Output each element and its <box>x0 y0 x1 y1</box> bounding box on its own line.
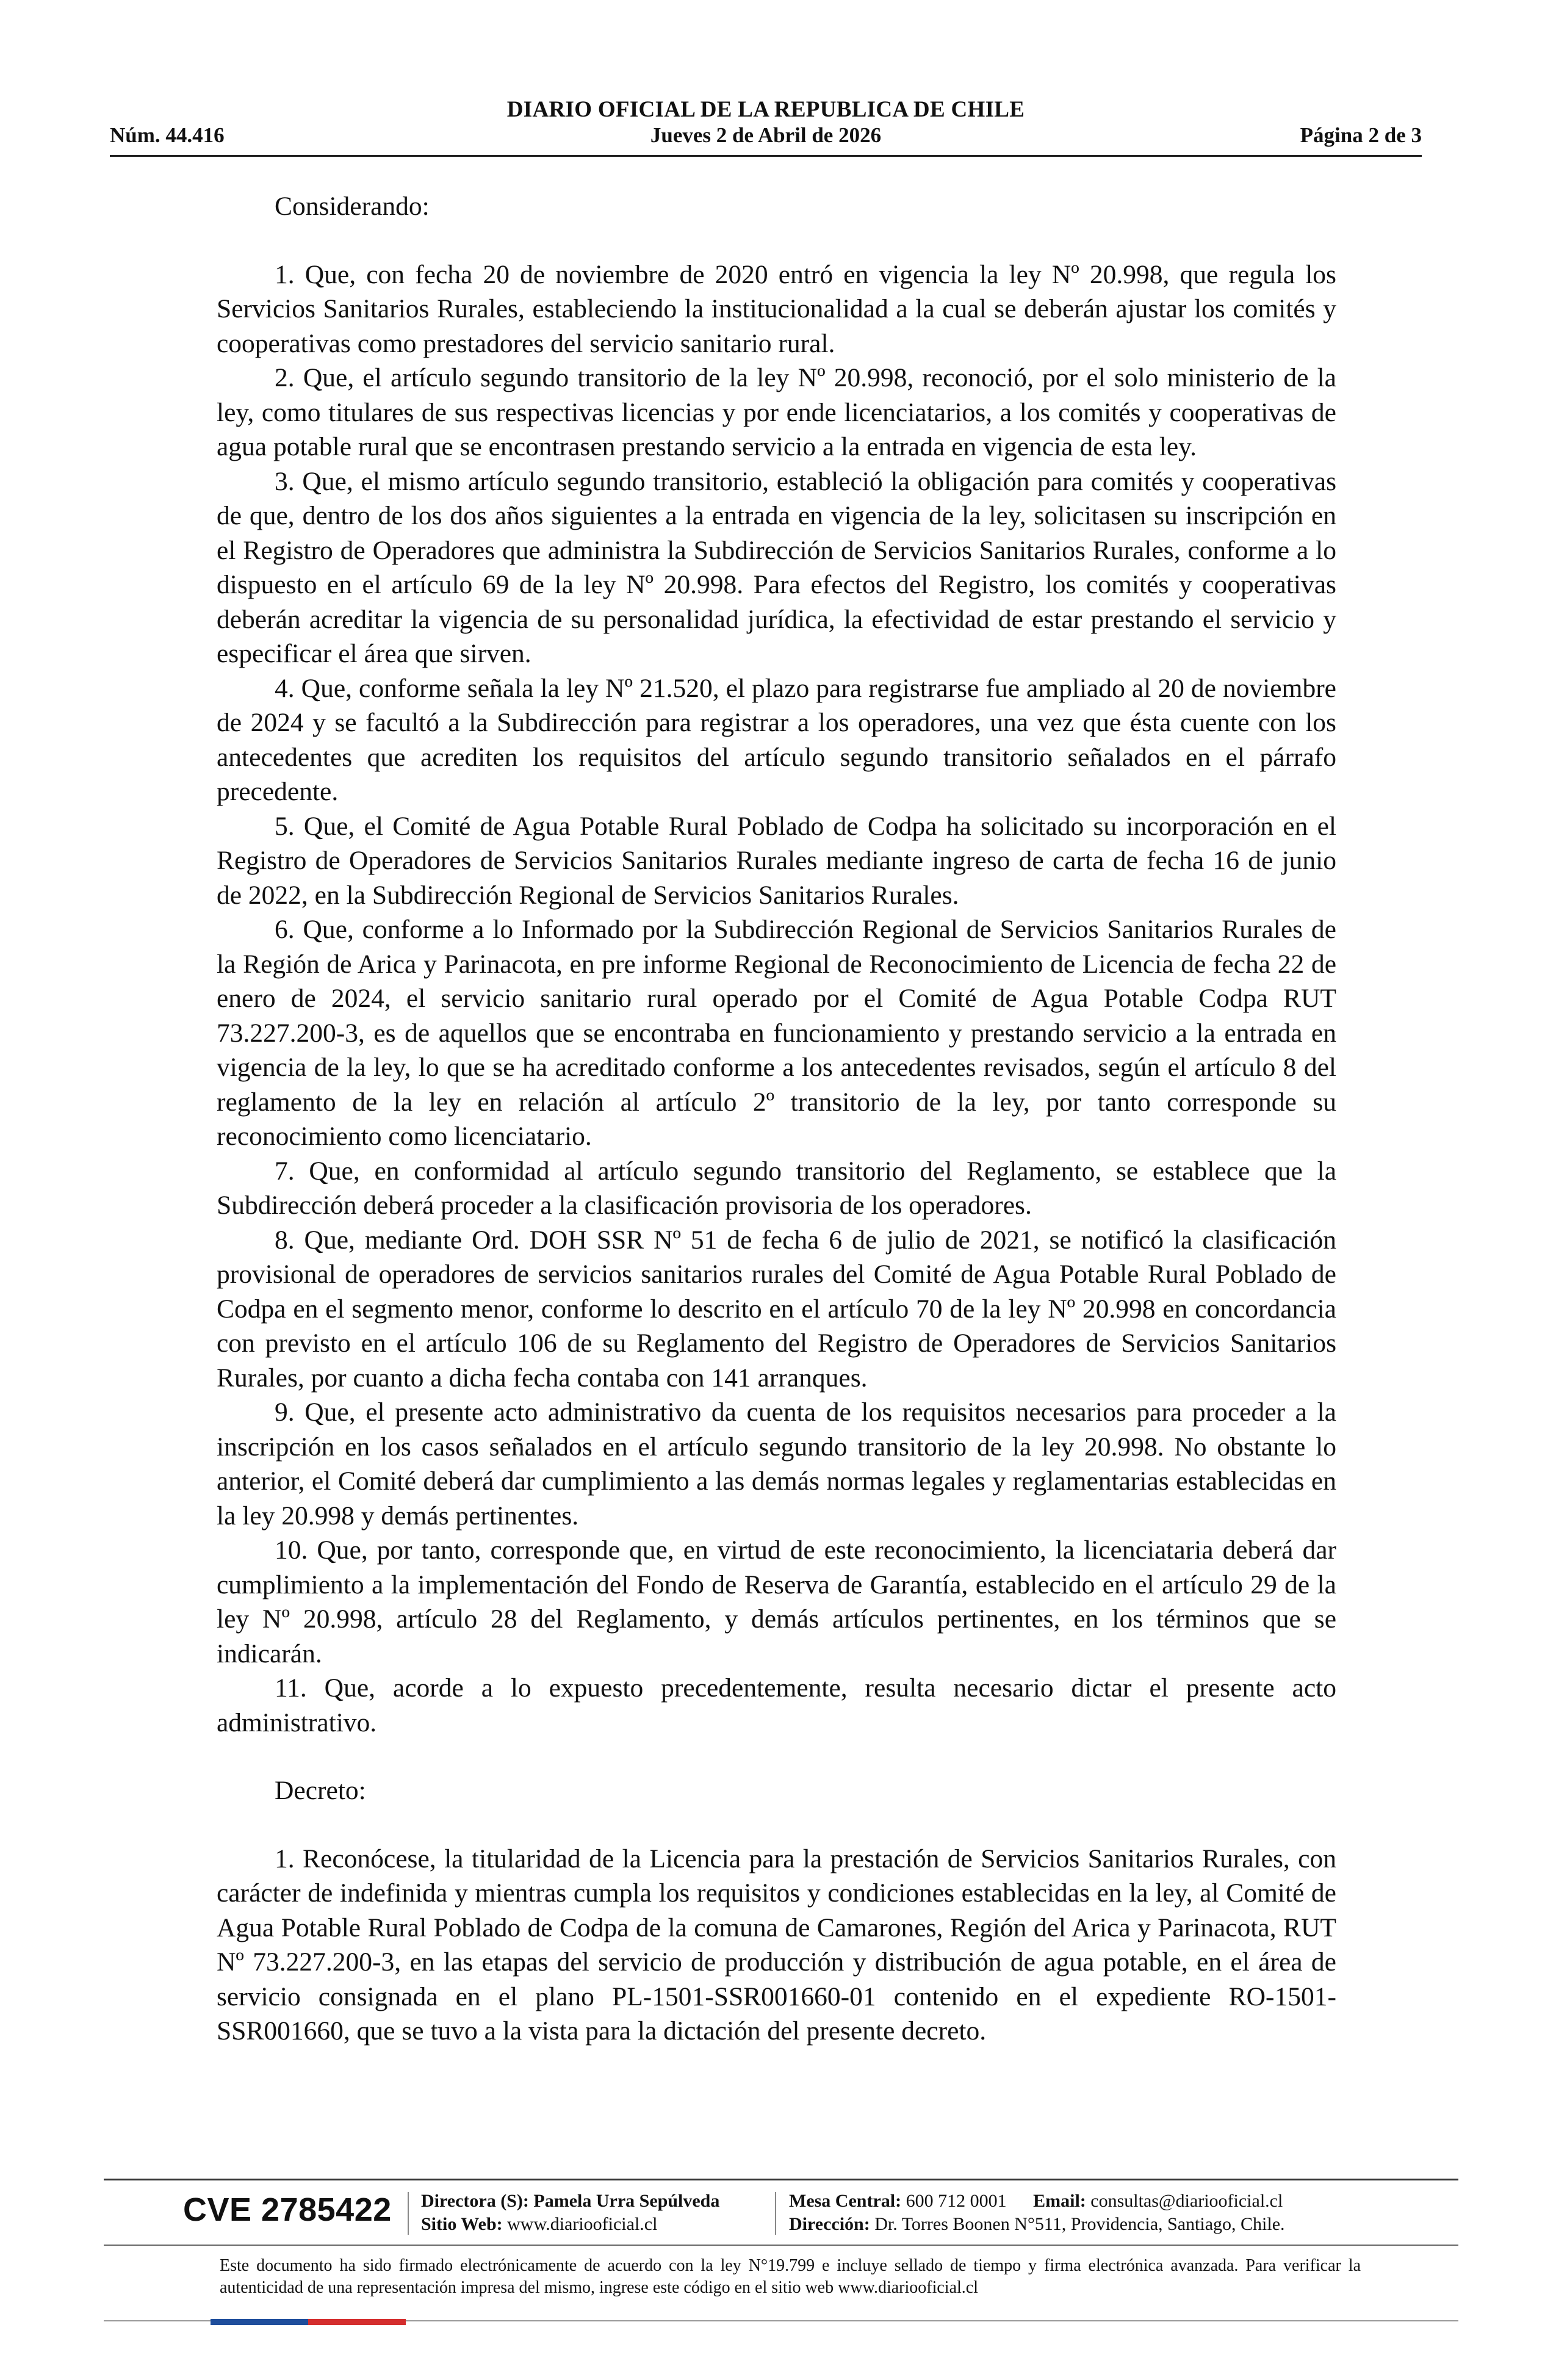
director-label: Directora (S): <box>421 2191 529 2211</box>
considerando-paragraph: 7. Que, en conformidad al artículo segundo transitorio del Reglamento, se establece que la Subdirección deberá proceder a la clasificación provisoria de los operadores. <box>217 1156 1336 1220</box>
director-line <box>421 2190 719 2213</box>
footer-separator <box>775 2192 776 2235</box>
footer-top-divider <box>104 2179 1458 2180</box>
decreto-paragraph: 1. Reconócese, la titularidad de la Licencia para la prestación de Servicios Sanitarios Rurales, con carácter de indefinida y mientras cumpla los requisitos y condiciones establecidas en la ley, al Comité de Agua Potable Rural Poblado de Codpa de la comuna de Camarones, Región del Arica y Parinacota, RUT Nº 73.227.200-3, en las etapas del servicio de producción y distribución de agua potable, en el área de servicio consignada en el plano PL-1501-SSR001660-01 contenido en el expediente RO-1501-SSR001660, que se tuvo a la vista para la dictación del presente decreto. <box>217 1844 1336 2046</box>
issue-date: Jueves 2 de Abril de 2026 <box>650 123 882 147</box>
spacer <box>217 1808 1336 1842</box>
page-number: Página 2 de 3 <box>1300 123 1422 147</box>
director-name: Pamela Urra Sepúlveda <box>533 2191 720 2211</box>
document-body <box>217 189 1336 2049</box>
considerando-paragraph: 4. Que, conforme señala la ley Nº 21.520, el plazo para registrarse fue ampliado al 20 de noviembre de 2024 y se facultó a la Subdirección para registrar a los operadores, una vez que ésta cuente con los antecedentes que acrediten los requisitos del artículo segundo transitorio señalados en el párrafo precedente. <box>217 673 1336 806</box>
phone-number: 600 712 0001 <box>906 2191 1007 2211</box>
decreto-heading: Decreto: <box>275 1776 366 1805</box>
considerando-paragraph: 8. Que, mediante Ord. DOH SSR Nº 51 de fecha 6 de julio de 2021, se notificó la clasificación provisional de operadores de servicios sanitarios rurales del Comité de Agua Potable Rural Poblado de Codpa en el segmento menor, conforme lo descrito en el artículo 70 de la ley Nº 20.998 en concordancia con previsto en el artículo 106 de su Reglamento del Registro de Operadores de Servicios Sanitarios Rurales, por cuanto a dicha fecha contaba con 141 arranques. <box>217 1225 1336 1393</box>
cve-code: CVE 2785422 <box>183 2191 392 2228</box>
footer-contact-left <box>421 2190 719 2236</box>
address-text: Dr. Torres Boonen N°511, Providencia, Santiago, Chile. <box>874 2214 1285 2234</box>
website-link[interactable]: www.diariooficial.cl <box>507 2214 658 2234</box>
considerando-paragraph: 1. Que, con fecha 20 de noviembre de 2020 entró en vigencia la ley Nº 20.998, que regula los Servicios Sanitarios Rurales, estableciendo la institucionalidad a la cual se deberán ajustar los comités y cooperativas como prestadores del servicio sanitario rural. <box>217 259 1336 358</box>
considerando-heading: Considerando: <box>275 192 430 221</box>
address-label: Dirección: <box>789 2214 870 2234</box>
spacer <box>217 224 1336 258</box>
phone-label: Mesa Central: <box>789 2191 902 2211</box>
flag-blue-segment <box>211 2319 308 2325</box>
phone-email-line <box>789 2190 1285 2213</box>
header-divider <box>110 155 1422 157</box>
newspaper-title: DIARIO OFICIAL DE LA REPUBLICA DE CHILE <box>506 97 1025 122</box>
considerando-paragraph: 5. Que, el Comité de Agua Potable Rural Poblado de Codpa ha solicitado su incorporación en el Registro de Operadores de Servicios Sanitarios Rurales mediante ingreso de carta de fecha 16 de junio de 2022, en la Subdirección Regional de Servicios Sanitarios Rurales. <box>217 811 1336 910</box>
considerando-paragraph: 9. Que, el presente acto administrativo da cuenta de los requisitos necesarios para proceder a la inscripción en los casos señalados en el artículo segundo transitorio de la ley 20.998. No obstante lo anterior, el Comité deberá dar cumplimiento a las demás normas legales y reglamentarias establecidas en la ley 20.998 y demás pertinentes. <box>217 1397 1336 1531</box>
considerando-paragraph: 3. Que, el mismo artículo segundo transitorio, estableció la obligación para comités y cooperativas de que, dentro de los dos años siguientes a la entrada en vigencia de la ley, solicitasen su inscripción en el Registro de Operadores que administra la Subdirección de Servicios Sanitarios Rurales, conforme a lo dispuesto en el artículo 69 de la ley Nº 20.998. Para efectos del Registro, los comités y cooperativas deberán acreditar la vigencia de su personalidad jurídica, la efectividad de estar prestando el servicio y especificar el área que sirven. <box>217 466 1336 668</box>
footer-separator <box>408 2192 409 2235</box>
page-header <box>110 92 1422 159</box>
page-footer <box>104 2179 1458 2331</box>
spacer <box>217 1740 1336 1773</box>
address-line <box>789 2213 1285 2236</box>
considerando-paragraph: 2. Que, el artículo segundo transitorio de la ley Nº 20.998, reconoció, por el solo ministerio de la ley, como titulares de sus respectivas licencias y por ende licenciatarios, a los comités y cooperativas de agua potable rural que se encontrasen prestando servicio a la entrada en vigencia de esta ley. <box>217 363 1336 461</box>
considerando-paragraph: 11. Que, acorde a lo expuesto precedentemente, resulta necesario dictar el presente acto administrativo. <box>217 1673 1336 1737</box>
flag-red-segment <box>308 2319 406 2325</box>
footer-middle-divider <box>104 2245 1458 2246</box>
website-line <box>421 2213 719 2236</box>
considerando-paragraph: 10. Que, por tanto, corresponde que, en virtud de este reconocimiento, la licenciataria deberá dar cumplimiento a la implementación del Fondo de Reserva de Garantía, establecido en el artículo 29 de la ley Nº 20.998, artículo 28 del Reglamento, y demás artículos pertinentes, en los términos que se indicarán. <box>217 1535 1336 1668</box>
flag-stripe <box>211 2317 406 2323</box>
considerando-paragraph: 6. Que, conforme a lo Informado por la Subdirección Regional de Servicios Sanitarios Rurales de la Región de Arica y Parinacota, en pre informe Regional de Reconocimiento de Licencia de fecha 22 de enero de 2024, el servicio sanitario rural operado por el Comité de Agua Potable Codpa RUT 73.227.200-3, es de aquellos que se encontraba en funcionamiento y prestando servicio a la entrada en vigencia de la ley, lo que se ha acreditado conforme a los antecedentes revisados, según el artículo 8 del reglamento de la ley en relación al artículo 2º transitorio de la ley, por tanto corresponde su reconocimiento como licenciatario. <box>217 915 1336 1151</box>
website-label: Sitio Web: <box>421 2214 503 2234</box>
issue-number: Núm. 44.416 <box>110 123 225 147</box>
email-label: Email: <box>1033 2191 1086 2211</box>
email-link[interactable]: consultas@diariooficial.cl <box>1090 2191 1283 2211</box>
signature-notice: Este documento ha sido firmado electrónicamente de acuerdo con la ley N°19.799 e incluye sellado de tiempo y firma electrónica avanzada. Para verificar la autenticidad de una representación impresa del mismo, ingrese este código en el sitio web www.diariooficial.cl <box>220 2256 1361 2297</box>
footer-contact-right <box>789 2190 1285 2236</box>
